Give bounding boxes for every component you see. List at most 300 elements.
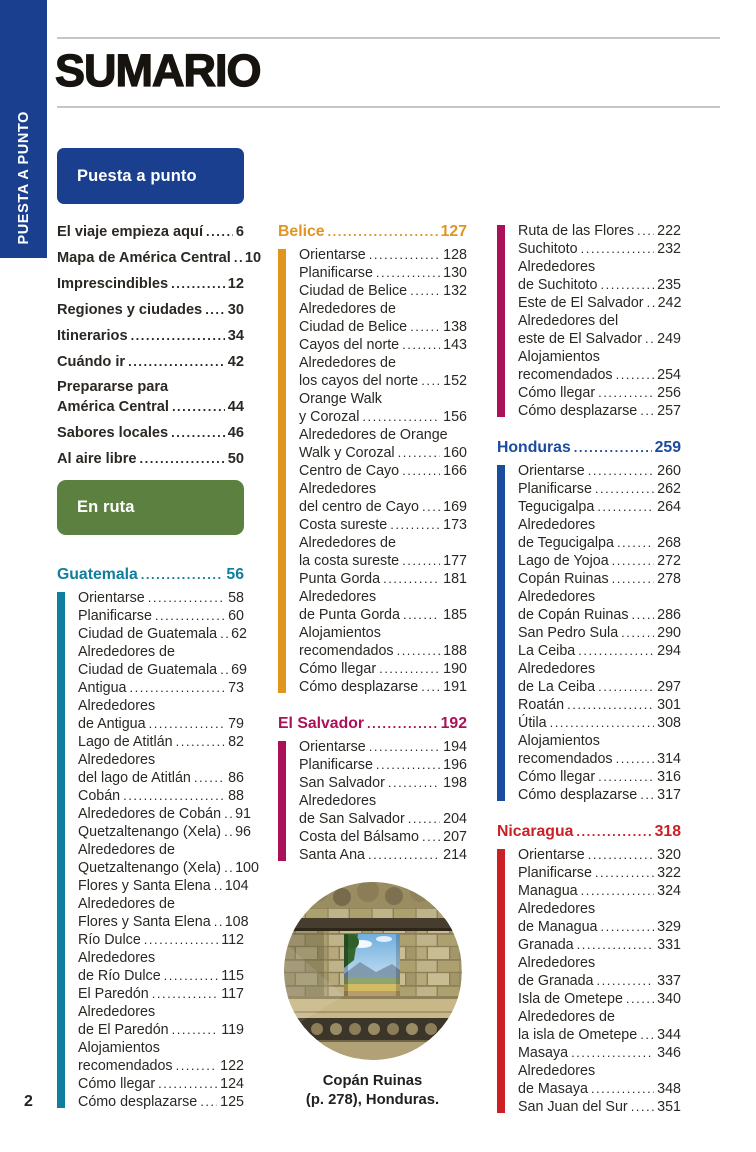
toc-entry-label: de Masaya [518,1081,588,1097]
toc-entry-label: los cayos del norte [299,373,419,389]
dot-leader [176,1057,218,1075]
front-matter-entry-page-number: 42 [227,354,244,370]
toc-entry-page-number: 254 [657,367,681,383]
toc-entry [518,990,681,1008]
chapter-tab-label: PUESTA A PUNTO [15,111,32,245]
toc-entry-label: Alrededores de [78,644,175,660]
en-ruta-box-label: En ruta [77,498,135,516]
toc-entry-label: de Antigua [78,716,146,732]
toc-entry-page-number: 346 [657,1045,681,1061]
toc-entry [518,882,681,900]
toc-entry-page-number: 301 [657,697,681,713]
dot-leader [403,606,440,624]
front-matter-entry-page-number: 34 [227,328,244,344]
toc-entry [299,282,467,300]
dot-leader [397,642,441,660]
dot-leader [612,552,654,570]
toc-entry-page-number: 108 [224,914,249,930]
front-matter-entry-page-number: 30 [227,302,244,318]
toc-entry-label: Alrededores [518,1063,596,1079]
dot-leader [626,990,654,1008]
toc-entry [78,1075,244,1093]
toc-entry [299,774,467,792]
toc-entry-label: Managua [518,883,578,899]
toc-entry-label: La Ceiba [518,643,576,659]
dot-leader [612,570,655,588]
toc-entry-label: Ruta de las Flores [518,223,635,239]
toc-entry-page-number: 290 [657,625,681,641]
toc-entry [518,732,681,768]
toc-entry-label: del lago de Atitlán [78,770,191,786]
section-title: Belice [278,223,325,240]
dot-leader [597,972,655,990]
section-page-number: 127 [440,223,467,240]
toc-entry-page-number: 119 [221,1022,244,1038]
toc-entry-page-number: 340 [657,991,681,1007]
toc-entry [518,642,681,660]
toc-entry [78,949,244,985]
section-entries [57,589,259,1111]
sections-column-1 [57,565,259,1111]
toc-entry [518,222,681,240]
section-heading [57,565,244,584]
toc-entry [299,678,467,696]
dot-leader [234,248,242,268]
dot-leader [155,607,225,625]
dot-leader [158,1075,217,1093]
dot-leader [131,326,225,346]
toc-entry-label: Costa sureste [299,517,388,533]
toc-entry-label: Orientarse [299,247,366,263]
toc-entry-label: Alrededores [299,589,377,605]
toc-entry-label: Orientarse [518,463,585,479]
dot-leader [220,625,228,643]
toc-entry-label: Granada [518,937,574,953]
toc-entry [518,1008,681,1044]
toc-entry-label: Alrededores [78,950,156,966]
toc-entry [518,1044,681,1062]
toc-entry-label: Alrededores del [518,313,619,329]
dot-leader [362,408,440,426]
front-matter-entry-label: Mapa de América Central [57,250,231,266]
toc-entry-page-number: 86 [228,770,244,786]
toc-entry-label: de La Ceiba [518,679,596,695]
toc-entry-label: recomendados [518,367,613,383]
section-entries [278,738,467,864]
toc-entry-label: Cómo llegar [518,769,596,785]
toc-entry [78,1039,244,1075]
toc-entry [299,462,467,480]
toc-entry-label: Útila [518,715,547,731]
dot-leader [130,679,226,697]
section-entries [497,462,681,804]
page-number: 2 [24,1093,33,1110]
title-rule-top [57,37,720,39]
dot-leader [616,750,655,768]
toc-entry-label: Ciudad de Belice [299,283,408,299]
toc-entry-label: Alrededores [78,1004,156,1020]
dot-leader [421,372,440,390]
dot-leader [123,787,225,805]
toc-entry-label: Planificarse [78,608,152,624]
toc-entry-page-number: 130 [443,265,467,281]
toc-entry [299,264,467,282]
dot-leader [567,696,654,714]
toc-entry-page-number: 232 [657,241,681,257]
toc-entry-label: Alrededores [518,517,596,533]
toc-entry [518,846,681,864]
dot-leader [144,931,218,949]
dot-leader [390,516,440,534]
toc-entry-label: Cómo desplazarse [518,787,638,803]
dot-leader [149,715,226,733]
toc-entry-page-number: 222 [657,223,681,239]
toc-entry-label: Ciudad de Guatemala [78,626,218,642]
toc-entry [518,660,681,696]
toc-entry-label: Orange Walk [299,391,382,407]
toc-entry [78,1093,244,1111]
toc-entry-label: este de El Salvador [518,331,642,347]
toc-entry [518,1098,681,1116]
section-page-number: 56 [226,566,244,583]
toc-entry [78,1003,244,1039]
front-matter-entry [57,274,244,294]
front-matter-entry-label: Cuándo ir [57,354,126,370]
toc-entry-label: Alrededores de [299,355,396,371]
section-page-number: 318 [654,823,681,840]
toc-entry-page-number: 337 [657,973,681,989]
toc-entry-page-number: 294 [657,643,681,659]
section-nicaragua [497,822,681,1116]
toc-entry-page-number: 169 [443,499,467,515]
toc-entry-page-number: 278 [657,571,681,587]
dot-leader [637,222,654,240]
section-entries [497,222,681,420]
toc-entry-label: Quetzaltenango (Xela) [78,824,222,840]
dot-leader [328,222,438,241]
dot-leader [141,565,224,584]
toc-entry [78,697,244,733]
toc-entry-label: recomendados [518,751,613,767]
toc-entry-label: Alrededores [518,901,596,917]
toc-entry-page-number: 257 [657,403,681,419]
dot-leader [152,985,218,1003]
dot-leader [224,823,232,841]
toc-entry [299,792,467,828]
puesta-a-punto-box-label: Puesta a punto [77,166,197,185]
section-honduras [497,438,681,804]
toc-entry-label: Alrededores [518,955,596,971]
toc-entry-label: Alrededores [299,481,377,497]
toc-entry [299,756,467,774]
dot-leader [640,402,654,420]
toc-entry [518,462,681,480]
dot-leader [379,660,440,678]
dot-leader [598,384,654,402]
toc-entry-page-number: 262 [657,481,681,497]
section-guatemala [57,565,259,1111]
toc-entry-page-number: 117 [221,986,244,1002]
title-rule-bottom [57,106,720,108]
dot-leader [617,534,654,552]
toc-entry [78,985,244,1003]
dot-leader [402,462,440,480]
toc-entry-label: Alojamientos [518,733,600,749]
toc-entry-page-number: 96 [235,824,251,840]
front-matter-entry [57,423,244,443]
toc-entry-page-number: 286 [657,607,681,623]
toc-entry [299,570,467,588]
toc-entry-label: Planificarse [299,265,373,281]
toc-entry-label: San Juan del Sur [518,1099,628,1115]
dot-leader [206,222,233,242]
front-matter-entry [57,352,244,372]
toc-entry-label: Cómo desplazarse [78,1094,198,1110]
toc-entry [78,877,249,895]
toc-entry-page-number: 173 [443,517,467,533]
dot-leader [647,294,655,312]
toc-entry-page-number: 249 [657,331,681,347]
toc-entry [299,426,467,462]
dot-leader [205,300,225,320]
dot-leader [369,246,440,264]
front-matter-entry-label: Imprescindibles [57,276,169,292]
toc-entry-label: de El Paredón [78,1022,169,1038]
toc-entry [518,240,681,258]
dot-leader [588,846,654,864]
front-matter-entry-label: América Central [57,399,169,415]
dot-leader [601,918,655,936]
dot-leader [148,589,225,607]
toc-entry-page-number: 88 [228,788,244,804]
dot-leader [194,769,225,787]
toc-entry [518,864,681,882]
dot-leader [176,733,225,751]
front-matter-entry-page-number: 6 [235,224,244,240]
toc-entry-label: Punta Gorda [299,571,381,587]
toc-entry [78,679,244,697]
dot-leader [368,846,440,864]
toc-entry-page-number: 62 [231,626,247,642]
toc-entry-page-number: 122 [220,1058,244,1074]
dot-leader [388,774,440,792]
column-2 [278,222,467,1110]
front-matter-entry-label: Itinerarios [57,328,128,344]
dot-leader [598,678,654,696]
toc-entry-page-number: 73 [228,680,244,696]
toc-entry-page-number: 115 [221,968,244,984]
dot-leader [224,805,232,823]
toc-entry-label: de Copán Ruinas [518,607,629,623]
chapter-tab [0,0,47,258]
toc-entry-label: Alrededores [518,259,596,275]
photo-block [278,882,467,1110]
dot-leader [200,1093,217,1111]
toc-entry-page-number: 235 [657,277,681,293]
copan-ruinas-photo [284,882,462,1060]
toc-entry-page-number: 188 [443,643,467,659]
dot-leader [402,336,440,354]
toc-entry-label: Cómo desplazarse [299,679,419,695]
toc-entry-page-number: 214 [443,847,467,863]
toc-entry [518,480,681,498]
toc-entry-label: Lago de Atitlán [78,734,173,750]
toc-entry-page-number: 100 [235,860,259,876]
dot-leader [645,330,654,348]
toc-entry [518,348,681,384]
toc-entry-label: Alrededores [299,793,377,809]
section-heading [278,222,467,241]
section-belice [278,222,467,696]
dot-leader [164,967,219,985]
toc-entry-page-number: 297 [657,679,681,695]
toc-entry [518,498,681,516]
toc-entry [78,931,244,949]
toc-entry [518,624,681,642]
toc-entry-label: Cómo desplazarse [518,403,638,419]
toc-entry-label: Costa del Bálsamo [299,829,419,845]
toc-entry [518,588,681,624]
toc-entry-label: de Tegucigalpa [518,535,614,551]
toc-entry [518,516,681,552]
dot-leader [631,606,654,624]
toc-entry-page-number: 260 [657,463,681,479]
dot-leader [631,1098,654,1116]
toc-entry-page-number: 314 [657,751,681,767]
dot-leader [214,877,222,895]
dot-leader [398,444,441,462]
toc-entry-page-number: 272 [657,553,681,569]
toc-entry-label: Cayos del norte [299,337,400,353]
toc-entry [299,624,467,660]
toc-entry [299,588,467,624]
toc-entry [78,787,244,805]
toc-entry-label: Cómo llegar [78,1076,156,1092]
toc-entry [518,954,681,990]
dot-leader [598,768,654,786]
toc-entry-page-number: 320 [657,847,681,863]
toc-entry-label: Orientarse [518,847,585,863]
toc-entry-label: San Salvador [299,775,385,791]
toc-entry-page-number: 177 [443,553,467,569]
toc-entry-label: Copán Ruinas [518,571,609,587]
toc-entry-page-number: 329 [657,919,681,935]
toc-entry-label: y Corozal [299,409,360,425]
toc-entry-page-number: 242 [657,295,682,311]
toc-entry-label: Alrededores de [78,896,175,912]
toc-entry-label: Planificarse [518,865,592,881]
toc-entry [78,823,251,841]
toc-entry-page-number: 143 [443,337,467,353]
dot-leader [581,240,655,258]
toc-entry [299,738,467,756]
front-matter-entry [57,222,244,242]
toc-entry-page-number: 351 [657,1099,681,1115]
dot-leader [640,786,654,804]
sections-column-2 [278,222,467,864]
toc-entry-label: Suchitoto [518,241,578,257]
toc-entry [299,480,467,516]
dot-leader [571,1044,654,1062]
toc-entry-label: Masaya [518,1045,569,1061]
dot-leader [128,352,225,372]
section-title: Nicaragua [497,823,574,840]
section-page-number: 192 [440,715,467,732]
toc-entry [78,841,259,877]
front-matter-list [57,222,262,469]
dot-leader [410,318,440,336]
toc-entry [299,846,467,864]
dot-leader [588,462,654,480]
toc-entry [518,786,681,804]
toc-entry-label: Orientarse [78,590,145,606]
toc-entry-label: Alrededores [78,752,156,768]
puesta-a-punto-box [57,148,244,204]
dot-leader [550,714,655,732]
dot-leader [376,756,440,774]
toc-entry-page-number: 207 [443,829,467,845]
toc-entry [518,936,681,954]
toc-entry-label: Ciudad de Belice [299,319,408,335]
toc-entry [78,643,247,679]
front-matter-entry-page-number: 12 [227,276,244,292]
toc-entry-label: Roatán [518,697,565,713]
dot-leader [376,264,440,282]
toc-entry [518,1062,681,1098]
toc-entry [518,384,681,402]
front-matter-entry-page-number: 46 [227,425,244,441]
toc-entry-label: Tegucigalpa [518,499,595,515]
toc-entry-page-number: 198 [443,775,467,791]
toc-entry [299,534,467,570]
toc-entry [518,258,681,294]
dot-leader [408,810,440,828]
section-heading [497,438,681,457]
toc-entry-page-number: 348 [657,1081,681,1097]
dot-leader [422,498,440,516]
toc-entry [299,336,467,354]
toc-entry-label: la costa sureste [299,553,400,569]
toc-entry-page-number: 124 [220,1076,244,1092]
toc-entry-page-number: 104 [224,878,249,894]
dot-leader [214,913,222,931]
dot-leader [640,1026,654,1044]
toc-entry-page-number: 91 [235,806,251,822]
front-matter-entry [57,300,244,320]
section-page-number: 259 [654,439,681,456]
toc-entry-label: Alojamientos [78,1040,160,1056]
toc-entry-page-number: 82 [228,734,244,750]
toc-entry-label: Centro de Cayo [299,463,400,479]
toc-entry-label: de Suchitoto [518,277,598,293]
toc-entry-page-number: 125 [220,1094,244,1110]
toc-entry-label: de Granada [518,973,594,989]
toc-entry [78,625,247,643]
dot-leader [171,274,225,294]
toc-entry-label: Planificarse [299,757,373,773]
front-matter-entry-label: Prepararse para [57,379,169,395]
toc-entry-label: Orientarse [299,739,366,755]
dot-leader [601,276,655,294]
toc-entry-label: Planificarse [518,481,592,497]
dot-leader [220,661,228,679]
toc-entry-label: de Río Dulce [78,968,161,984]
toc-entry-page-number: 322 [657,865,681,881]
sections-column-3 [497,222,681,1116]
toc-entry [299,246,467,264]
front-matter-entry [57,378,244,417]
toc-entry-label: El Paredón [78,986,149,1002]
